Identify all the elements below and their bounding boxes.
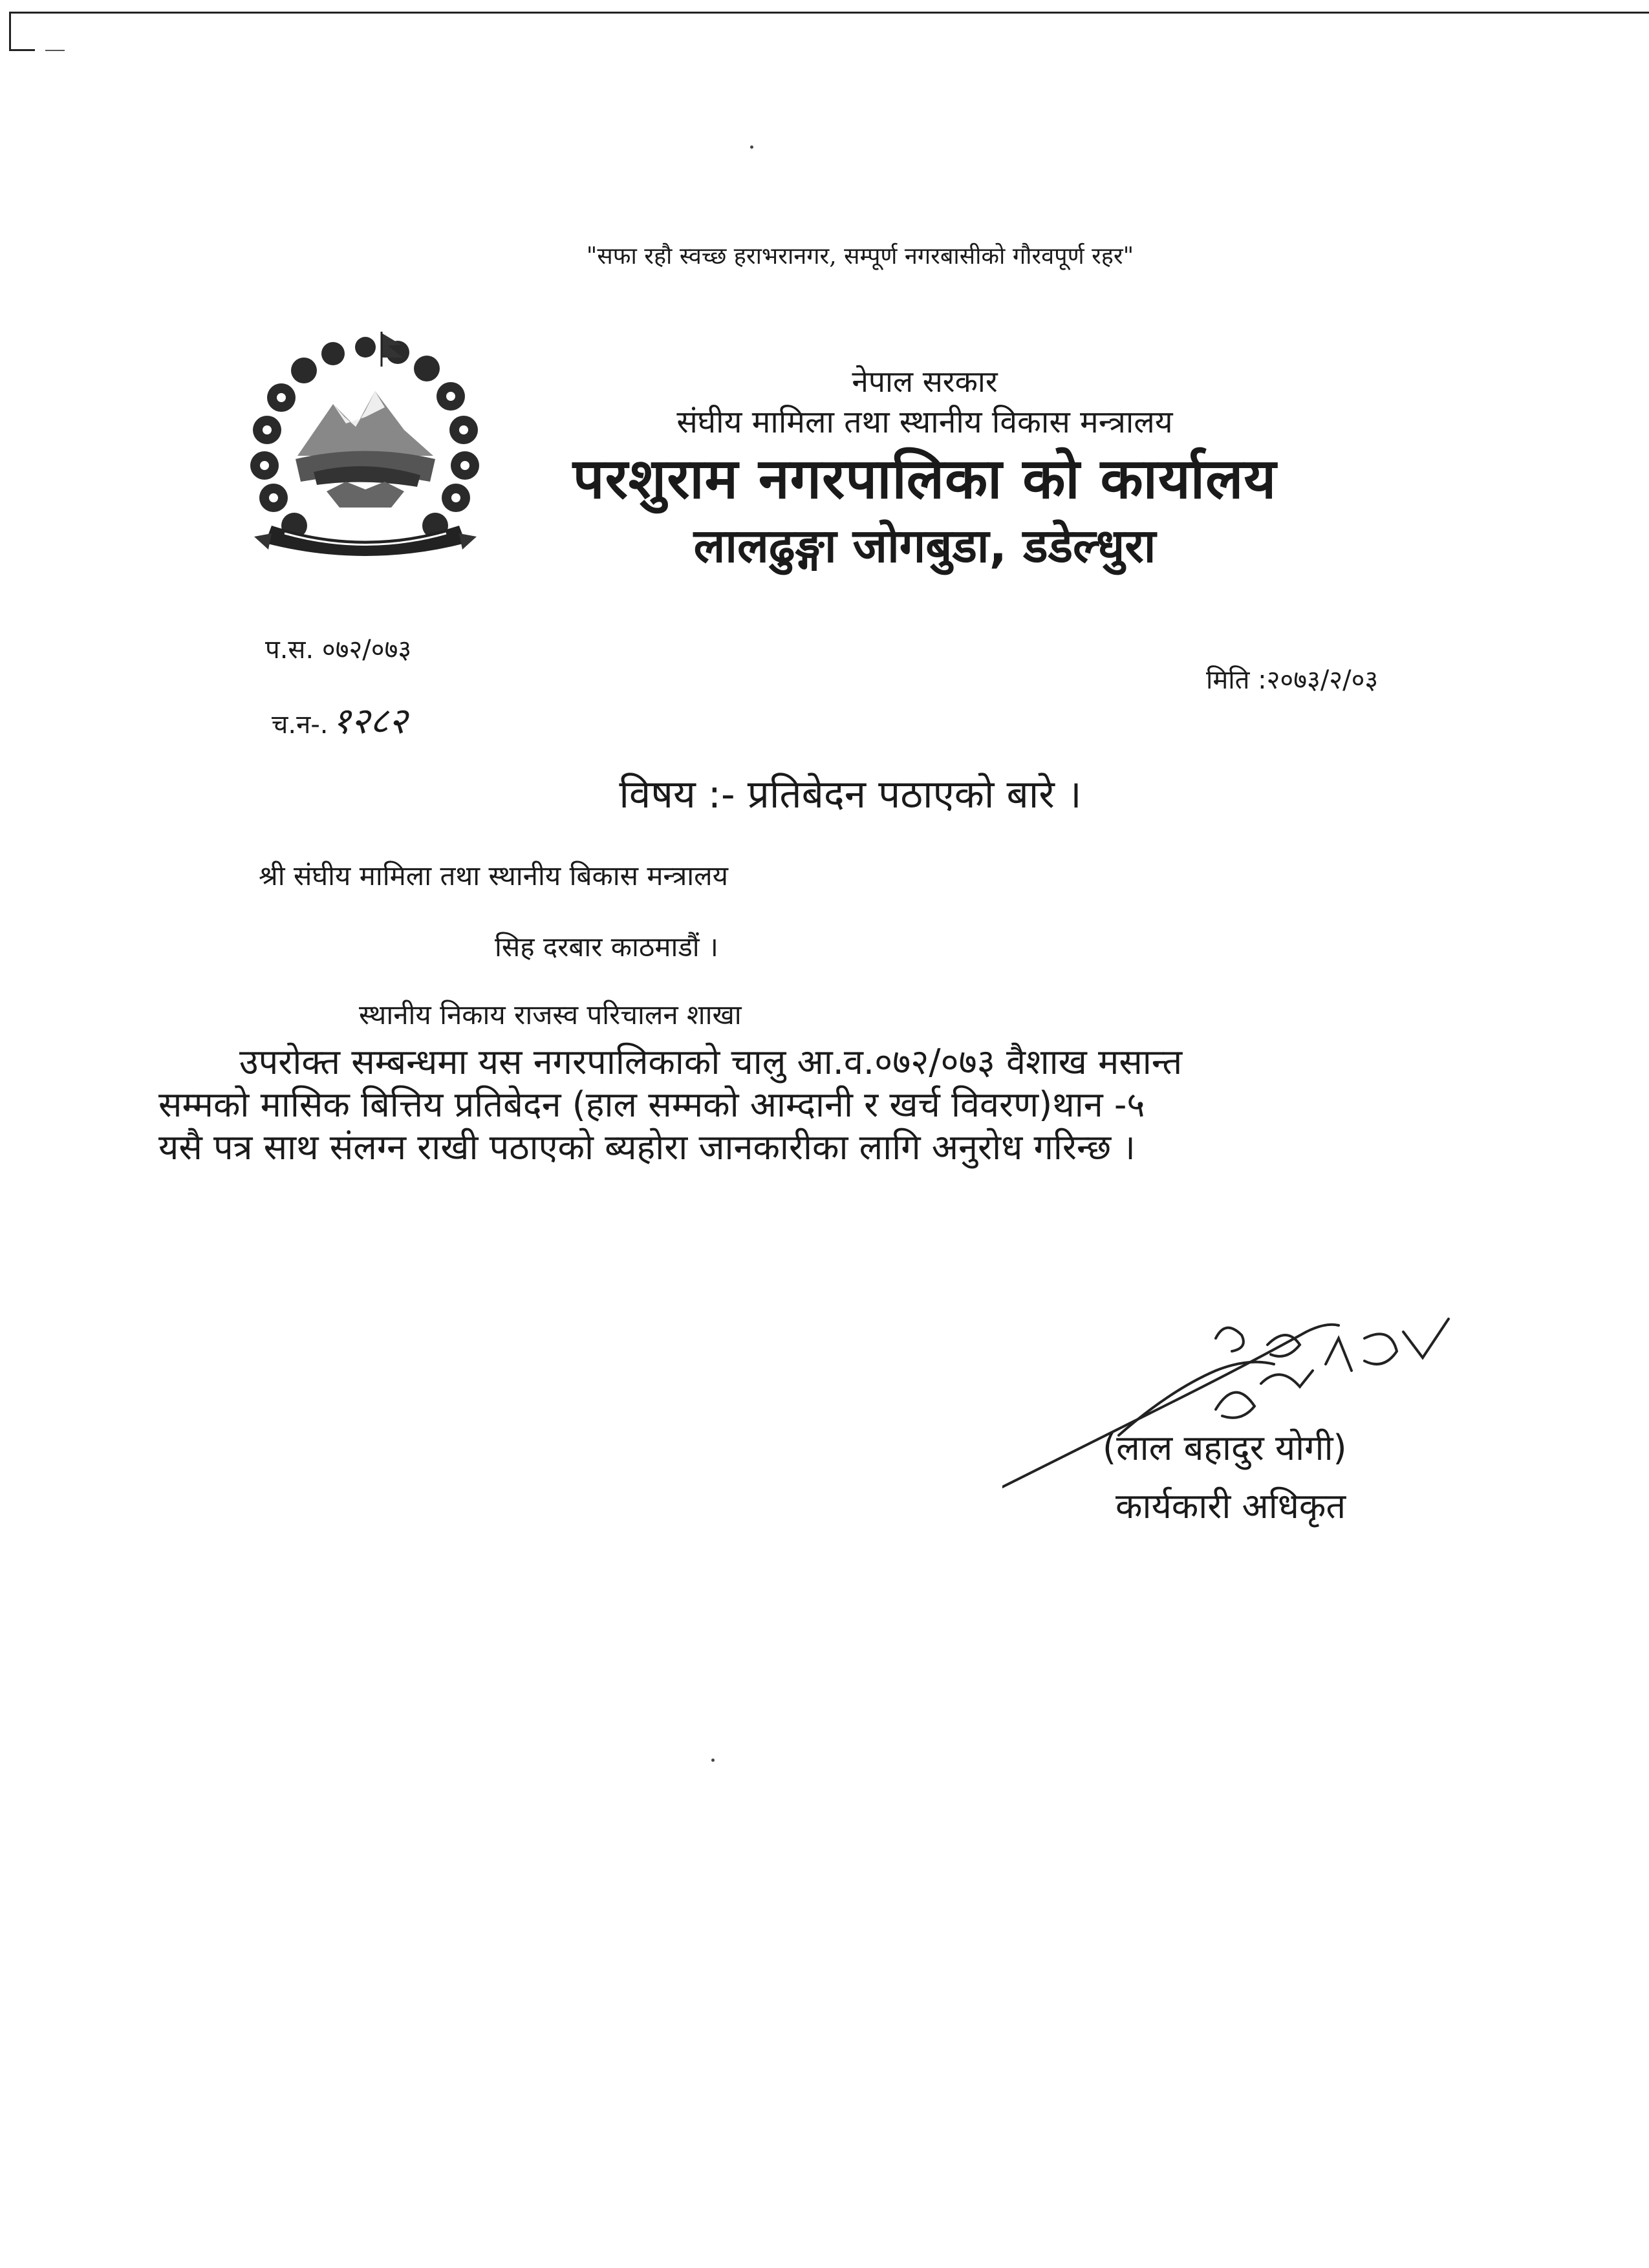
scan-corner-mark bbox=[9, 12, 11, 50]
body-line-3: यसै पत्र साथ संलग्न राखी पठाएको ब्यहोरा जानकारीका लागि अनुरोध गरिन्छ । bbox=[158, 1127, 1136, 1168]
reference-fiscal-year: प.स. ०७२/०७३ bbox=[265, 635, 412, 665]
dispatch-handwritten-number: १२८२ bbox=[332, 700, 407, 742]
addressee-line-3: स्थानीय निकाय राजस्व परिचालन शाखा bbox=[359, 999, 742, 1031]
letter-date: मिति :२०७३/२/०३ bbox=[1206, 665, 1379, 695]
scan-corner-mark-dash bbox=[45, 50, 65, 51]
office-name: परशुराम नगरपालिका को कार्यालय bbox=[572, 447, 1277, 511]
signer-title: कार्यकारी अधिकृत bbox=[1116, 1486, 1346, 1526]
letterhead bbox=[504, 362, 1345, 577]
scan-corner-mark-bottom bbox=[9, 49, 35, 51]
dispatch-label: च.न-. bbox=[272, 710, 329, 740]
subject-line: विषय :- प्रतिबेदन पठाएको बारे । bbox=[619, 772, 1082, 817]
government-name: नेपाल सरकार bbox=[852, 364, 998, 399]
office-address: लालढुङ्गा जोगबुडा, डडेल्धुरा bbox=[693, 519, 1156, 573]
scan-speck bbox=[750, 145, 753, 149]
addressee-line-1: श्री संघीय मामिला तथा स्थानीय बिकास मन्त्रालय bbox=[259, 860, 728, 892]
dispatch-number bbox=[272, 695, 407, 744]
addressee-line-2: सिह दरबार काठमाडौं । bbox=[495, 931, 718, 963]
scan-speck bbox=[711, 1759, 715, 1762]
nepal-emblem-icon bbox=[236, 320, 495, 566]
slogan: "सफा रहौ स्वच्छ हराभरानगर, सम्पूर्ण नगरबासीको गौरवपूर्ण रहर" bbox=[586, 243, 1134, 270]
body-line-1: उपरोक्त सम्बन्धमा यस नगरपालिकाको चालु आ.व.०७२/०७३ वैशाख मसान्त bbox=[239, 1042, 1183, 1082]
ministry-name: संघीय मामिला तथा स्थानीय विकास मन्त्रालय bbox=[676, 404, 1173, 440]
signer-name: (लाल बहादुर योगी) bbox=[1103, 1428, 1347, 1468]
scan-border-line bbox=[9, 12, 1649, 14]
body-line-2: सम्मको मासिक बित्तिय प्रतिबेदन (हाल सम्मको आम्दानी र खर्च विवरण)थान -५ bbox=[158, 1084, 1145, 1125]
letter-body bbox=[158, 1041, 1484, 1169]
